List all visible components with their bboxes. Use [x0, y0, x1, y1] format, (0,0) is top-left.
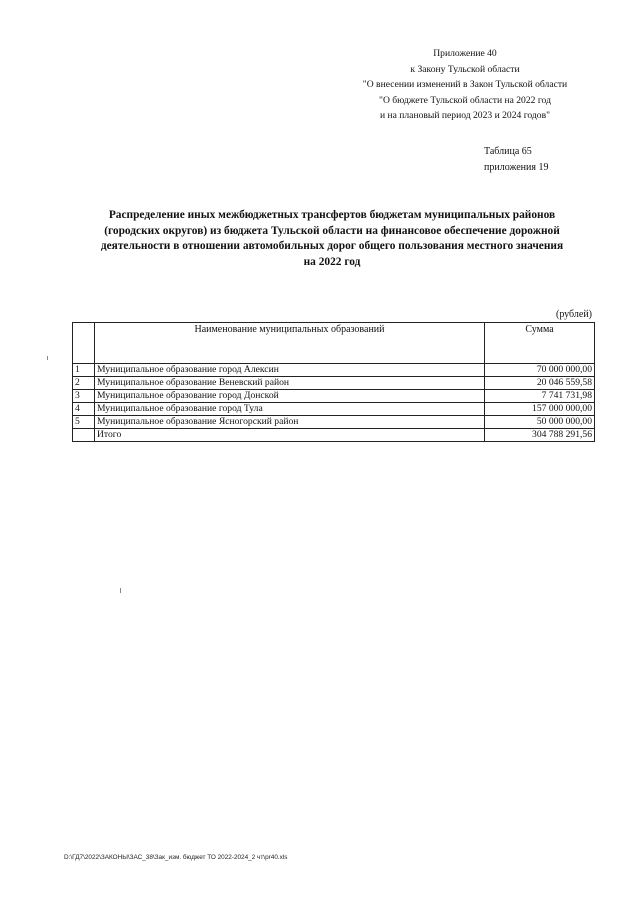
row-sum: 7 741 731,98: [485, 390, 595, 403]
row-num: 1: [73, 364, 95, 377]
annex-reference: [330, 46, 600, 124]
title-line-2: (городских округов) из бюджета Тульской области на финансовое обеспечение дорожной: [104, 224, 560, 237]
row-num: 2: [73, 377, 95, 390]
row-sum: 50 000 000,00: [485, 416, 595, 429]
table-ref-line-1: Таблица 65: [484, 146, 532, 157]
table-row: [73, 403, 595, 416]
row-num: 4: [73, 403, 95, 416]
row-sum: 20 046 559,58: [485, 377, 595, 390]
header-sum: Сумма: [485, 323, 595, 364]
table-total-row: [73, 429, 595, 442]
scan-mark: [47, 356, 48, 360]
table-row: [73, 416, 595, 429]
table-ref-line-2: приложения 19: [484, 161, 549, 173]
units-label: (рублей): [555, 309, 592, 320]
row-name: Муниципальное образование город Алексин: [95, 364, 485, 377]
row-name: Муниципальное образование Ясногорский район: [95, 416, 485, 429]
file-path-footer: D:\ГД7\2022\ЗАКОНЫ\ЗАС_38\Зак_изм. бюджет ТО 2022-2024_2 чт\pr40.xls: [64, 854, 288, 861]
row-num: 5: [73, 416, 95, 429]
header-name: Наименование муниципальных образований: [95, 323, 485, 364]
title-line-3: деятельности в отношении автомобильных дорог общего пользования местного значения: [100, 240, 564, 253]
annex-line-2: к Закону Тульской области: [410, 63, 520, 75]
title-line-1: Распределение иных межбюджетных трансфертов бюджетам муниципальных районов: [108, 209, 556, 221]
row-num: 3: [73, 390, 95, 403]
annex-line-1: Приложение 40: [433, 48, 497, 59]
title-line-4: на 2022 год: [303, 255, 361, 268]
table-reference: [484, 144, 548, 175]
annex-line-5: и на плановый период 2023 и 2024 годов": [379, 110, 551, 122]
header-num: [73, 323, 95, 364]
row-name: Муниципальное образование город Тула: [95, 403, 485, 416]
table-row: [73, 364, 595, 377]
row-sum: 157 000 000,00: [485, 403, 595, 416]
total-label: Итого: [95, 429, 485, 442]
annex-line-4: "О бюджете Тульской области на 2022 год: [379, 94, 551, 106]
total-num: [73, 429, 95, 442]
annex-line-3: "О внесении изменений в Закон Тульской области: [362, 79, 568, 91]
row-name: Муниципальное образование Веневский район: [95, 377, 485, 390]
document-title: [62, 208, 602, 270]
row-name: Муниципальное образование город Донской: [95, 390, 485, 403]
row-sum: 70 000 000,00: [485, 364, 595, 377]
table-row: [73, 377, 595, 390]
table-header-row: [73, 323, 595, 364]
transfers-table: [72, 322, 595, 442]
scan-mark: [120, 588, 121, 593]
total-sum: 304 788 291,56: [485, 429, 595, 442]
table-row: [73, 390, 595, 403]
